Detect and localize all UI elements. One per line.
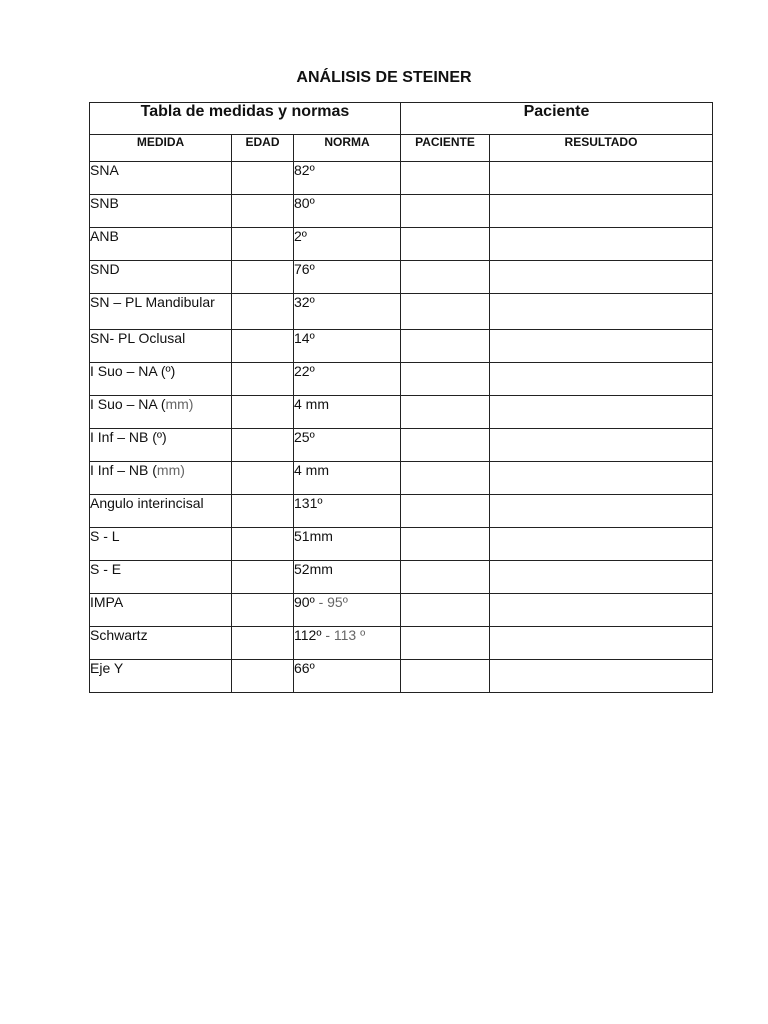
cell-medida (90, 261, 232, 294)
cell-paciente[interactable] (401, 228, 490, 261)
cell-medida (90, 627, 232, 660)
group-header-row (90, 103, 713, 135)
cell-medida (90, 396, 232, 429)
column-header-medida: MEDIDA (90, 135, 232, 162)
table-row (90, 195, 713, 228)
cell-resultado[interactable] (490, 363, 713, 396)
cell-resultado[interactable] (490, 429, 713, 462)
medida-label: I Suo – NA ( (90, 396, 166, 412)
cell-norma (294, 660, 401, 693)
cell-medida (90, 363, 232, 396)
medida-label: IMPA (90, 594, 124, 610)
cell-edad[interactable] (232, 363, 294, 396)
table-row (90, 330, 713, 363)
table-row (90, 462, 713, 495)
cell-norma (294, 495, 401, 528)
cell-norma (294, 228, 401, 261)
medida-unit: mm) (165, 396, 194, 412)
group-header-norms: Tabla de medidas y normas (90, 103, 401, 135)
cell-resultado[interactable] (490, 462, 713, 495)
table-row (90, 261, 713, 294)
norma-value: 32º (294, 294, 315, 310)
table-row (90, 363, 713, 396)
cell-medida (90, 162, 232, 195)
cell-paciente[interactable] (401, 462, 490, 495)
cell-edad[interactable] (232, 429, 294, 462)
cell-norma (294, 627, 401, 660)
cell-edad[interactable] (232, 462, 294, 495)
cell-edad[interactable] (232, 228, 294, 261)
column-header-norma: NORMA (294, 135, 401, 162)
cell-paciente[interactable] (401, 261, 490, 294)
cell-edad[interactable] (232, 294, 294, 330)
cell-edad[interactable] (232, 495, 294, 528)
cell-medida (90, 495, 232, 528)
table-row (90, 561, 713, 594)
cell-resultado[interactable] (490, 195, 713, 228)
cell-resultado[interactable] (490, 396, 713, 429)
medida-label: Angulo interincisal (90, 495, 204, 511)
cell-medida (90, 528, 232, 561)
cell-resultado[interactable] (490, 330, 713, 363)
cell-medida (90, 429, 232, 462)
table-row (90, 396, 713, 429)
cell-norma (294, 462, 401, 495)
medida-label: ANB (90, 228, 119, 244)
cell-resultado[interactable] (490, 294, 713, 330)
table-row (90, 627, 713, 660)
norma-value: 14º (294, 330, 315, 346)
cell-medida (90, 228, 232, 261)
cell-norma (294, 330, 401, 363)
cell-norma (294, 396, 401, 429)
cell-edad[interactable] (232, 561, 294, 594)
cell-paciente[interactable] (401, 627, 490, 660)
medida-label: SNA (90, 162, 119, 178)
cell-resultado[interactable] (490, 495, 713, 528)
cell-norma (294, 195, 401, 228)
cell-norma (294, 528, 401, 561)
norma-value: 52mm (294, 561, 333, 577)
cell-edad[interactable] (232, 627, 294, 660)
group-header-patient: Paciente (401, 103, 713, 135)
cell-resultado[interactable] (490, 660, 713, 693)
cell-medida (90, 330, 232, 363)
cell-paciente[interactable] (401, 363, 490, 396)
medida-label: SN – PL Mandibular (90, 294, 215, 310)
column-header-row (90, 135, 713, 162)
cell-norma (294, 594, 401, 627)
cell-paciente[interactable] (401, 396, 490, 429)
norma-value: 80º (294, 195, 315, 211)
cell-paciente[interactable] (401, 495, 490, 528)
medida-label: SNB (90, 195, 119, 211)
table-row (90, 294, 713, 330)
cell-edad[interactable] (232, 660, 294, 693)
cell-norma (294, 363, 401, 396)
cell-medida (90, 561, 232, 594)
medida-label: SND (90, 261, 120, 277)
medida-unit: mm) (156, 462, 185, 478)
norma-value: 66º (294, 660, 315, 676)
table-row (90, 594, 713, 627)
column-header-paciente: PACIENTE (401, 135, 490, 162)
cell-resultado[interactable] (490, 162, 713, 195)
table-row (90, 162, 713, 195)
column-header-resultado: RESULTADO (490, 135, 713, 162)
norma-value: 4 mm (294, 462, 329, 478)
table-row (90, 228, 713, 261)
cell-medida (90, 294, 232, 330)
table-row (90, 495, 713, 528)
medida-label: SN- PL Oclusal (90, 330, 186, 346)
norma-range: - 95º (314, 594, 348, 610)
cell-edad[interactable] (232, 330, 294, 363)
cell-resultado[interactable] (490, 594, 713, 627)
norma-value: 131º (294, 495, 323, 511)
medida-label: I Inf – NB (º) (90, 429, 167, 445)
norma-value: 2º (294, 228, 307, 244)
steiner-table (89, 102, 713, 693)
norma-value: 4 mm (294, 396, 329, 412)
cell-paciente[interactable] (401, 561, 490, 594)
cell-paciente[interactable] (401, 162, 490, 195)
cell-edad[interactable] (232, 195, 294, 228)
cell-medida (90, 195, 232, 228)
medida-label: Schwartz (90, 627, 148, 643)
cell-paciente[interactable] (401, 594, 490, 627)
cell-resultado[interactable] (490, 561, 713, 594)
cell-norma (294, 162, 401, 195)
cell-edad[interactable] (232, 162, 294, 195)
medida-label: S - E (90, 561, 122, 577)
cell-paciente[interactable] (401, 195, 490, 228)
cell-paciente[interactable] (401, 330, 490, 363)
cell-paciente[interactable] (401, 429, 490, 462)
cell-edad[interactable] (232, 528, 294, 561)
cell-norma (294, 561, 401, 594)
cell-edad[interactable] (232, 594, 294, 627)
cell-edad[interactable] (232, 261, 294, 294)
cell-paciente[interactable] (401, 528, 490, 561)
cell-resultado[interactable] (490, 528, 713, 561)
column-header-edad: EDAD (232, 135, 294, 162)
norma-value: 112º (294, 627, 322, 643)
cell-medida (90, 462, 232, 495)
cell-resultado[interactable] (490, 228, 713, 261)
table-row (90, 660, 713, 693)
norma-value: 25º (294, 429, 315, 445)
norma-value: 51mm (294, 528, 333, 544)
cell-resultado[interactable] (490, 627, 713, 660)
norma-value: 90º (294, 594, 315, 610)
medida-label: I Suo – NA (º) (90, 363, 176, 379)
table-body (90, 162, 713, 693)
cell-medida (90, 660, 232, 693)
medida-label: I Inf – NB ( (90, 462, 157, 478)
norma-value: 82º (294, 162, 315, 178)
norma-range: - 113 º (321, 627, 366, 643)
cell-paciente[interactable] (401, 660, 490, 693)
cell-norma (294, 429, 401, 462)
cell-paciente[interactable] (401, 294, 490, 330)
norma-value: 76º (294, 261, 315, 277)
cell-norma (294, 261, 401, 294)
cell-norma (294, 294, 401, 330)
cell-medida (90, 594, 232, 627)
norma-value: 22º (294, 363, 315, 379)
medida-label: Eje Y (90, 660, 124, 676)
document-title: ANÁLISIS DE STEINER (296, 69, 472, 86)
cell-edad[interactable] (232, 396, 294, 429)
cell-resultado[interactable] (490, 261, 713, 294)
table-row (90, 429, 713, 462)
table-row (90, 528, 713, 561)
medida-label: S - L (90, 528, 120, 544)
